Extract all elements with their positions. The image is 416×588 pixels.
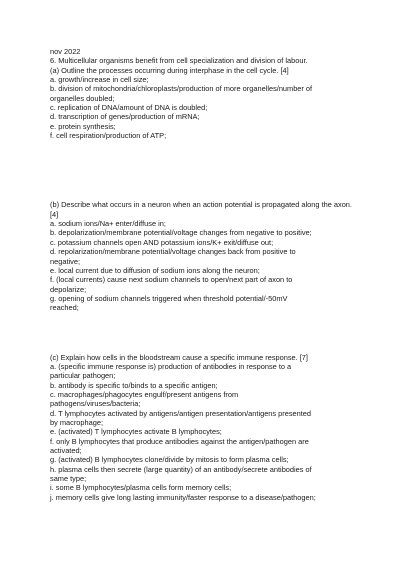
part-b-line: e. local current due to diffusion of sodium ions along the neuron;	[50, 265, 260, 275]
blank-space	[50, 140, 370, 200]
part-c-line: h. plasma cells then secrete (large quantity) of an antibody/secrete antibodies of	[50, 464, 312, 474]
part-b-line: d. repolarization/membrane potential/voltage changes back from positive to	[50, 247, 296, 257]
part-b-line: c. potassium channels open AND potassium ions/K+ exit/diffuse out;	[50, 237, 274, 247]
part-b-marks: [4]	[50, 209, 59, 219]
part-c-line: f. only B lymphocytes that produce antibodies against the antigen/pathogen are	[50, 436, 309, 446]
part-a-line: c. replication of DNA/amount of DNA is doubled;	[50, 103, 208, 113]
part-c-line: d. T lymphocytes activated by antigens/antigen presentation/antigens presented	[50, 408, 312, 418]
document-body	[50, 47, 370, 502]
part-c-line: i. some B lymphocytes/plasma cells form memory cells;	[50, 483, 232, 493]
part-c-line: e. (activated) T lymphocytes activate B lymphocytes;	[50, 427, 222, 437]
part-b-prompt: (b) Describe what occurs in a neuron when an action potential is propagated along the axon.	[50, 200, 352, 210]
part-a-line: organelles doubled;	[50, 93, 115, 103]
part-b-line: negative;	[50, 256, 80, 266]
part-a-line: d. transcription of genes/production of mRNA;	[50, 112, 200, 122]
part-c-line: same type;	[50, 474, 87, 484]
part-c-line: pathogens/viruses/bacteria;	[50, 399, 141, 409]
part-c-line: b. antibody is specific to/binds to a specific antigen;	[50, 380, 218, 390]
part-b-line: a. sodium ions/Na+ enter/diffuse in;	[50, 219, 166, 229]
part-c-line: by macrophage;	[50, 417, 103, 427]
part-b-line: b. depolarization/membrane potential/voltage changes from negative to positive;	[50, 228, 312, 238]
part-b-line: depolarize;	[50, 284, 87, 294]
part-c-prompt: (c) Explain how cells in the bloodstream cause a specific immune response. [7]	[50, 352, 308, 362]
part-a-line: b. division of mitochondria/chloroplasts/production of more organelles/number of	[50, 84, 313, 94]
part-b-section	[50, 200, 370, 312]
part-c-line: j. memory cells give long lasting immunity/faster response to a disease/pathogen;	[50, 492, 316, 502]
part-c-line: a. (specific immune response is) production of antibodies in response to a	[50, 361, 292, 371]
part-c-line: g. (activated) B lymphocytes clone/divide by mitosis to form plasma cells;	[50, 455, 289, 465]
part-c-line: activated;	[50, 446, 82, 455]
question-title: 6. Multicellular organisms benefit from cell specialization and division of labour.	[50, 56, 308, 66]
part-b-line: f. (local currents) cause next sodium channels to open/next part of axon to	[50, 275, 293, 285]
exam-date: nov 2022	[50, 47, 81, 56]
part-b-line: reached;	[50, 303, 79, 313]
part-a-line: a. growth/increase in cell size;	[50, 75, 149, 85]
part-a-line: e. protein synthesis;	[50, 121, 116, 131]
part-a-section	[50, 66, 370, 141]
part-a-prompt: (a) Outline the processes occurring during interphase in the cell cycle. [4]	[50, 65, 289, 75]
part-b-line: g. opening of sodium channels triggered when threshold potential/-50mV	[50, 293, 288, 303]
part-c-section	[50, 353, 370, 503]
blank-space	[50, 313, 370, 353]
part-a-line: f. cell respiration/production of ATP;	[50, 131, 167, 141]
part-c-line: particular pathogen;	[50, 371, 116, 381]
part-c-line: c. macrophages/phagocytes engulf/present antigens from	[50, 389, 239, 399]
